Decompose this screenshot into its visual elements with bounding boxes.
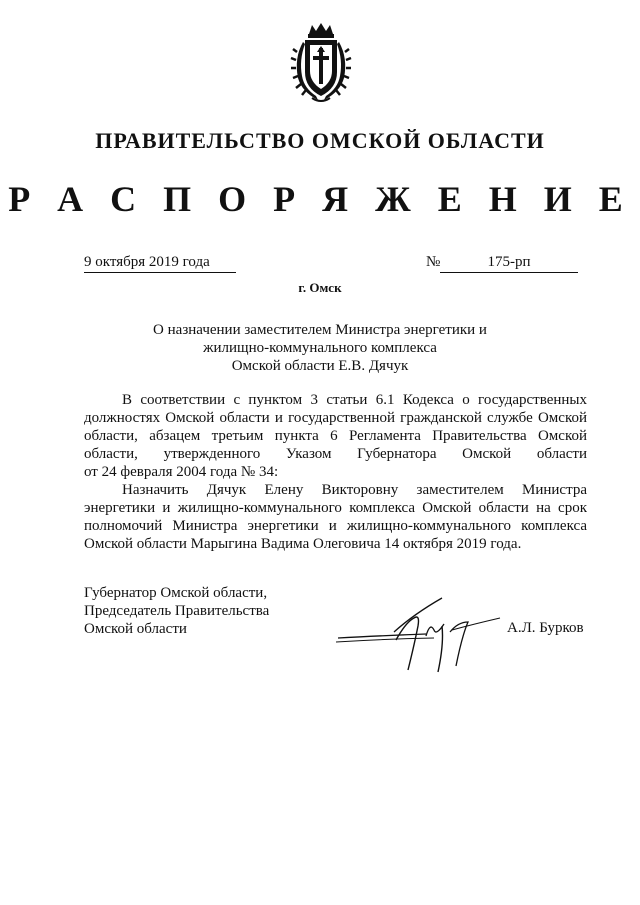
body-line: энергетики и жилищно-коммунального комплекса Омской области на срок [84,500,587,516]
signer-position-line: Омской области [84,621,187,637]
city: г. Омск [298,280,342,295]
body-line: от 24 февраля 2004 года № 34: [84,464,279,480]
subject-line: Омской области Е.В. Дячук [231,358,409,374]
document-number: 175-рп [440,254,578,273]
signer-position-line: Губернатор Омской области, [84,585,268,601]
body-line: области, абзацем третьим пункта 6 Регламента Правительства Омской [84,428,587,444]
document-subject [0,321,640,375]
subject-line: жилищно-коммунального комплекса [203,340,437,356]
document-body [84,391,587,553]
body-line: В соответствии с пунктом 3 статьи 6.1 Кодекса о государственных [122,392,587,408]
body-line: Омской области Марыгина Вадима Олеговича 14 октября 2019 года. [84,536,522,552]
signer-name: А.Л. Бурков [507,620,584,636]
signer-position-line: Председатель Правительства [84,603,270,619]
handwritten-signature-icon [334,592,504,674]
document-type-title: Р А С П О Р Я Ж Е Н И Е [8,179,632,219]
body-line: Назначить Дячук Елену Викторовну заместителем Министра [122,482,587,498]
body-line: полномочий Министра энергетики и жилищно-коммунального комплекса [84,518,587,534]
document-date: 9 октября 2019 года [84,254,236,273]
body-line: должностях Омской области и государственной гражданской службе Омской [84,410,587,426]
subject-line: О назначении заместителем Министра энергетики и [153,322,487,338]
omsk-coat-of-arms-icon [290,22,352,104]
signer-position [84,584,269,638]
organization-title: ПРАВИТЕЛЬСТВО ОМСКОЙ ОБЛАСТИ [95,128,545,153]
body-line: области, утвержденного Указом Губернатора Омской области [84,446,587,462]
number-sign: № [426,254,441,270]
